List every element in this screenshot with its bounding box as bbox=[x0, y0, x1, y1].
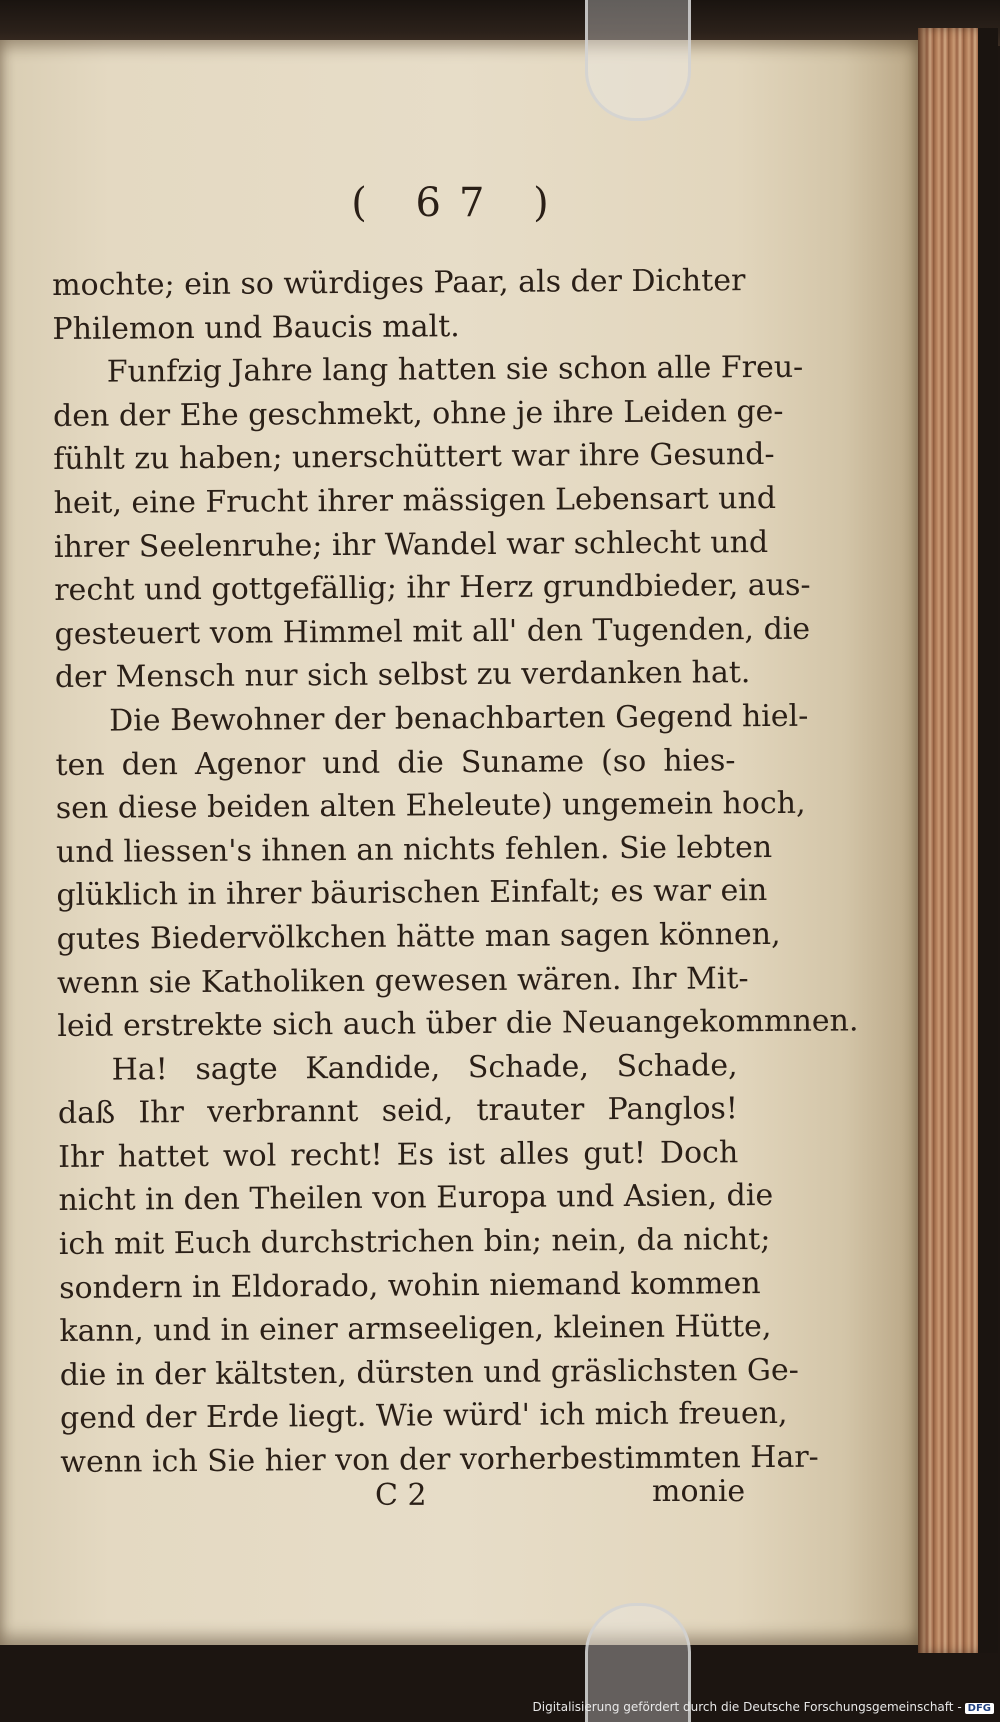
text-line: leid erstrekte sich auch über die Neuangekommnen. bbox=[57, 1003, 859, 1045]
text-line: Philemon und Baucis malt. bbox=[52, 308, 460, 347]
page-footer bbox=[0, 1474, 918, 1518]
text-line: der Mensch nur sich selbst zu verdanken hat. bbox=[54, 655, 751, 696]
text-line: ihrer Seelenruhe; ihr Wandel war schlecht und bbox=[53, 524, 769, 565]
text-line: sondern in Eldorado, wohin niemand kommen bbox=[59, 1265, 761, 1306]
signature-mark: C 2 bbox=[375, 1478, 427, 1513]
text-line: kann, und in einer armseeligen, kleinen Hütte, bbox=[59, 1309, 772, 1350]
text-line: heit, eine Frucht ihrer mässigen Lebensart und bbox=[53, 480, 777, 521]
text-line: gutes Biedervölkchen hätte man sagen können, bbox=[56, 916, 781, 957]
text-line: Funfzig Jahre lang hatten sie schon alle Freu- bbox=[106, 349, 804, 390]
text-line: Ha! sagte Kandide, Schade, Schade, bbox=[111, 1047, 738, 1088]
page-number: ( 67 ) bbox=[351, 180, 567, 226]
book-page bbox=[0, 40, 918, 1645]
text-line: gend der Erde liegt. Wie würd' ich mich freuen, bbox=[59, 1396, 788, 1437]
text-line: sen diese beiden alten Eheleute) ungemein hoch, bbox=[55, 785, 806, 827]
page-text bbox=[52, 259, 859, 1484]
text-line: glüklich in ihrer bäurischen Einfalt; es war ein bbox=[56, 873, 768, 914]
text-line: gesteuert vom Himmel mit all' den Tugenden, die bbox=[54, 611, 811, 652]
text-line: fühlt zu haben; unerschüttert war ihre Gesund- bbox=[53, 437, 775, 478]
dfg-logo: DFG bbox=[965, 1703, 994, 1714]
page-edges bbox=[918, 28, 980, 1653]
text-line: den der Ehe geschmekt, ohne je ihre Leiden ge- bbox=[52, 393, 784, 434]
text-line: nicht in den Theilen von Europa und Asien, die bbox=[58, 1178, 774, 1219]
text-line: Die Bewohner der benachbarten Gegend hiel- bbox=[109, 698, 809, 739]
catchword: monie bbox=[652, 1474, 746, 1509]
text-line: wenn ich Sie hier von der vorherbestimmten Har- bbox=[60, 1439, 819, 1481]
text-line: mochte; ein so würdiges Paar, als der Dichter bbox=[52, 263, 746, 303]
text-line: und liessen's ihnen an nichts fehlen. Sie lebten bbox=[55, 829, 773, 870]
digitization-credit bbox=[533, 1700, 995, 1714]
text-line: wenn sie Katholiken gewesen wären. Ihr Mit- bbox=[56, 960, 749, 1001]
text-line: Ihr hattet wol recht! Es ist alles gut! Doch bbox=[58, 1135, 739, 1175]
text-line: die in der kältsten, dürsten und gräslichsten Ge- bbox=[59, 1352, 799, 1393]
text-line: ich mit Euch durchstrichen bin; nein, da nicht; bbox=[58, 1222, 771, 1263]
page-clip-top bbox=[585, 0, 691, 121]
text-line: daß Ihr verbrannt seid, trauter Panglos! bbox=[57, 1091, 739, 1132]
text-line: recht und gottgefällig; ihr Herz grundbieder, aus- bbox=[54, 567, 811, 609]
credit-text: Digitalisierung gefördert durch die Deutsche Forschungsgemeinschaft - bbox=[532, 1700, 962, 1714]
text-line: ten den Agenor und die Suname (so hies- bbox=[55, 742, 736, 783]
